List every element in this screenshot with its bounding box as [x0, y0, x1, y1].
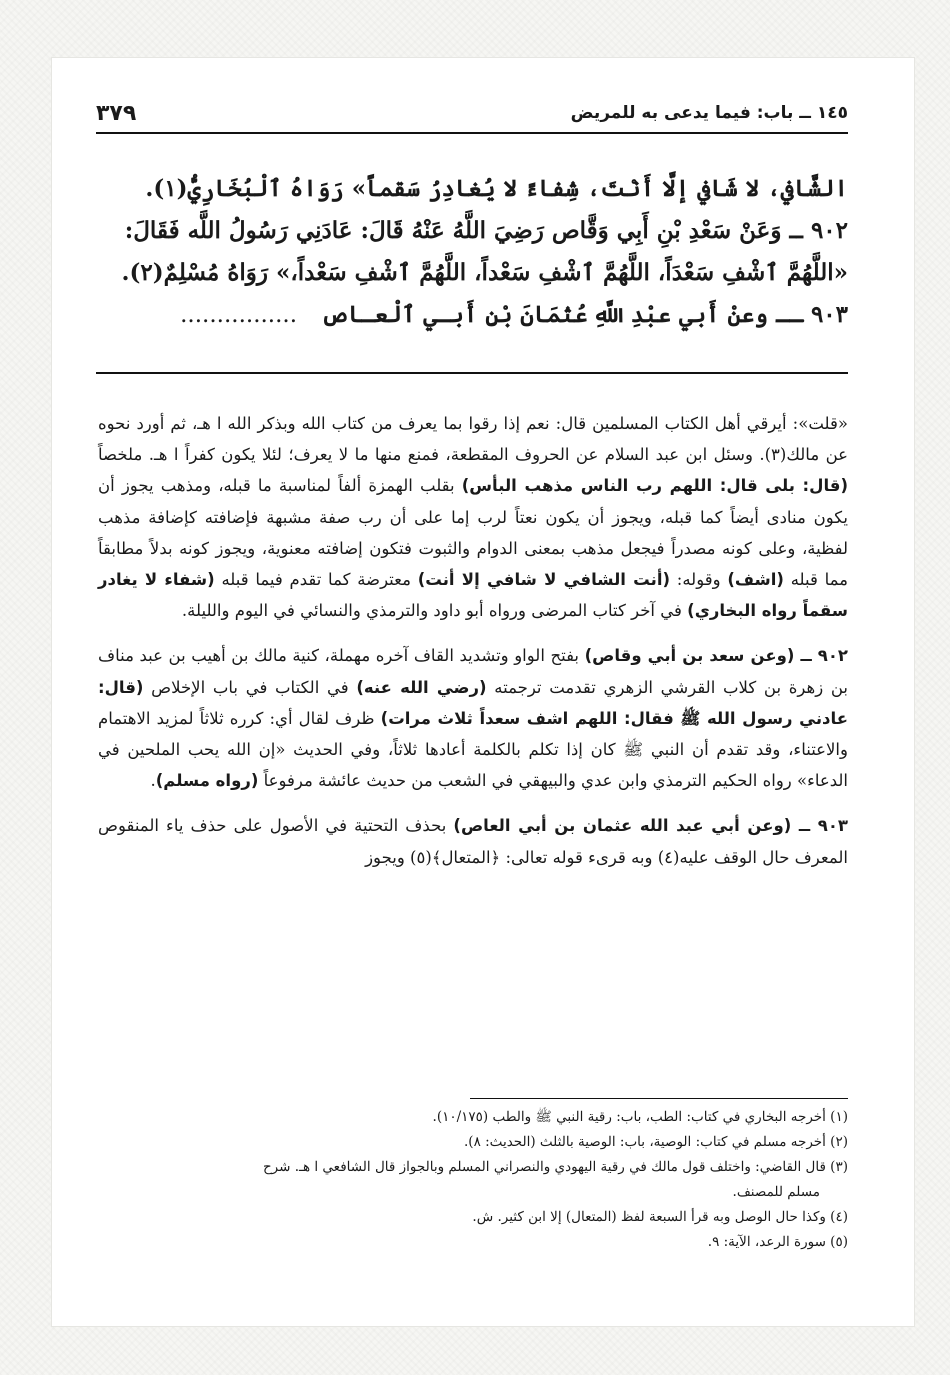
commentary-quote: (قال: بلى قال: اللهم رب الناس مذهب البأس) — [461, 476, 849, 496]
commentary-quote: (رضي الله عنه) — [356, 677, 487, 697]
commentary-paragraph — [98, 408, 848, 626]
commentary-quote: (شفاء لا يغادر سقماً رواه البخاري) — [98, 570, 848, 621]
hadith-line — [98, 294, 848, 336]
header-rule — [96, 132, 848, 134]
running-head — [96, 98, 848, 128]
commentary — [98, 408, 848, 887]
hadith-903-start: ٩٠٣ ــ وعنْ أَبي عبْدِ اللَّهِ عُثمَانَ بْنِ أَبـي ٱلْعـاص — [321, 301, 848, 328]
footnote: (٢) أخرجه مسلم في كتاب: الوصية، باب: الوصية بالثلث (الحديث: ٨). — [464, 1134, 848, 1150]
hadith-line: «اللَّهُمَّ ٱشْفِ سَعْدَاً، اللَّهُمَّ ٱشْفِ سَعْداً، اللَّهُمَّ ٱشْفِ سَعْداً،» رَوَاهُ مُسْلِمٌ(٢). — [121, 259, 848, 286]
text-separator-rule — [96, 372, 848, 374]
commentary-paragraph — [98, 810, 848, 872]
commentary-text: في الكتاب في باب الإخلاص — [151, 677, 349, 697]
commentary-text: وقوله: — [676, 570, 721, 590]
commentary-text: . — [150, 771, 156, 791]
hadith-line: ٩٠٢ ــ وَعَنْ سَعْدِ بْنِ أَبِي وَقَّاص رَضِيَ اللَّهُ عَنْهُ قَالَ: عَادَنِي رَسُولُ اللَّه فَقَالَ: — [124, 217, 848, 244]
footnote: (٣) قال القاضي: واختلف قول مالك في رقية اليهودي والنصراني المسلم وبالجواز قال الشافعي ا هـ. شرح — [262, 1159, 848, 1175]
footnote-rule — [470, 1098, 848, 1099]
commentary-quote: ٩٠٣ ــ (وعن أبي عبد الله عثمان بن أبي العاص) — [453, 816, 848, 836]
commentary-text: بقلب الهمزة ألفاً لمناسبة ما قبله، ومذهب يجوز أن يكون منادى أيضاً كما قبله، ويجوز أن يكون نعتاً لرب إما على أن رب صفة مشبهة فإضافته كإضافة مذهب لفظية، وعلى كونه مصدراً فيجعل مذهب بمعنى الدوام والثبوت فتكون إضافته معنوية، ويجوز كونه بدلاً مطابقاً مما قبله — [98, 476, 848, 590]
footnote: (٥) سورة الرعد، الآية: ٩. — [707, 1234, 848, 1250]
page-number: ٣٧٩ — [96, 100, 137, 126]
commentary-quote: (أنت الشافي لا شافي إلا أنت) — [417, 570, 671, 590]
commentary-quote: (اشف) — [727, 570, 784, 590]
commentary-text: معترضة كما تقدم فيما قبله — [221, 570, 411, 590]
hadith-line: الشَّافي، لا شَافي إلَّا أَنْتَ، شِفاءً لا يُغادِرُ سَقماً» رَوَاهُ ٱلْبُخَارِيُّ(١). — [145, 175, 848, 202]
footnote: (١) أخرجه البخاري في كتاب: الطب، باب: رقية النبي ﷺ والطب (١٠/١٧٥). — [432, 1109, 848, 1125]
commentary-text: ظرف لقال أي: كرره ثلاثاً لمزيد الاهتمام والاعتناء، وقد تقدم أن النبي ﷺ كان إذا تكلم بالكلمة أعادها ثلاثاً، وفي الحديث «إن الله يحب الملحين في الدعاء» رواه الحكيم الترمذي وابن عدي والبيهقي في الشعب من حديث عائشة مرفوعاً — [98, 708, 848, 791]
commentary-text: بفتح الواو وتشديد القاف آخره مهملة، كنية مالك بن أهيب بن عبد مناف بن زهرة بن كلاب القرشي الزهري تقدمت ترجمته — [98, 646, 849, 697]
commentary-text: بحذف التحتية في الأصول على حذف ياء المنقوص المعرف حال الوقف عليه(٤) وبه قرىء قوله تعالى: ﴿المتعال﴾(٥) ويجوز — [98, 816, 848, 867]
chapter-title: ١٤٥ ــ باب: فيما يدعى به للمريض — [570, 103, 848, 123]
commentary-quote: (رواه مسلم) — [155, 771, 259, 791]
footnotes — [98, 1105, 848, 1255]
commentary-quote: ٩٠٢ ــ (وعن سعد بن أبي وقاص) — [584, 646, 848, 666]
commentary-paragraph — [98, 640, 848, 796]
hadith-text — [98, 168, 848, 336]
commentary-text: «قلت»: أيرقي أهل الكتاب المسلمين قال: نعم إذا رقوا بما يعرف من كتاب الله وبذكر الله ا هـ، ثم أورد نحوه عن مالك(٣). وسئل ابن عبد السلام عن الحروف المقطعة، فمنع منها ما لا يعرف؛ لئلا يكون كفراً ا هـ. ملخصاً — [98, 414, 848, 465]
commentary-quote: (قال: عادني رسول الله ﷺ فقال: اللهم اشف سعداً ثلاث مرات) — [98, 677, 848, 728]
commentary-text: في آخر كتاب المرضى ورواه أبو داود والترمذي والنسائي في اليوم والليلة. — [181, 601, 682, 621]
footnote: (٤) وكذا حال الوصل وبه قرأ السبعة لفظ (المتعال) إلا ابن كثير. ش. — [472, 1209, 848, 1225]
footnote-continuation: مسلم للمصنف. — [732, 1184, 820, 1200]
continuation-dots: ................ — [180, 302, 298, 328]
